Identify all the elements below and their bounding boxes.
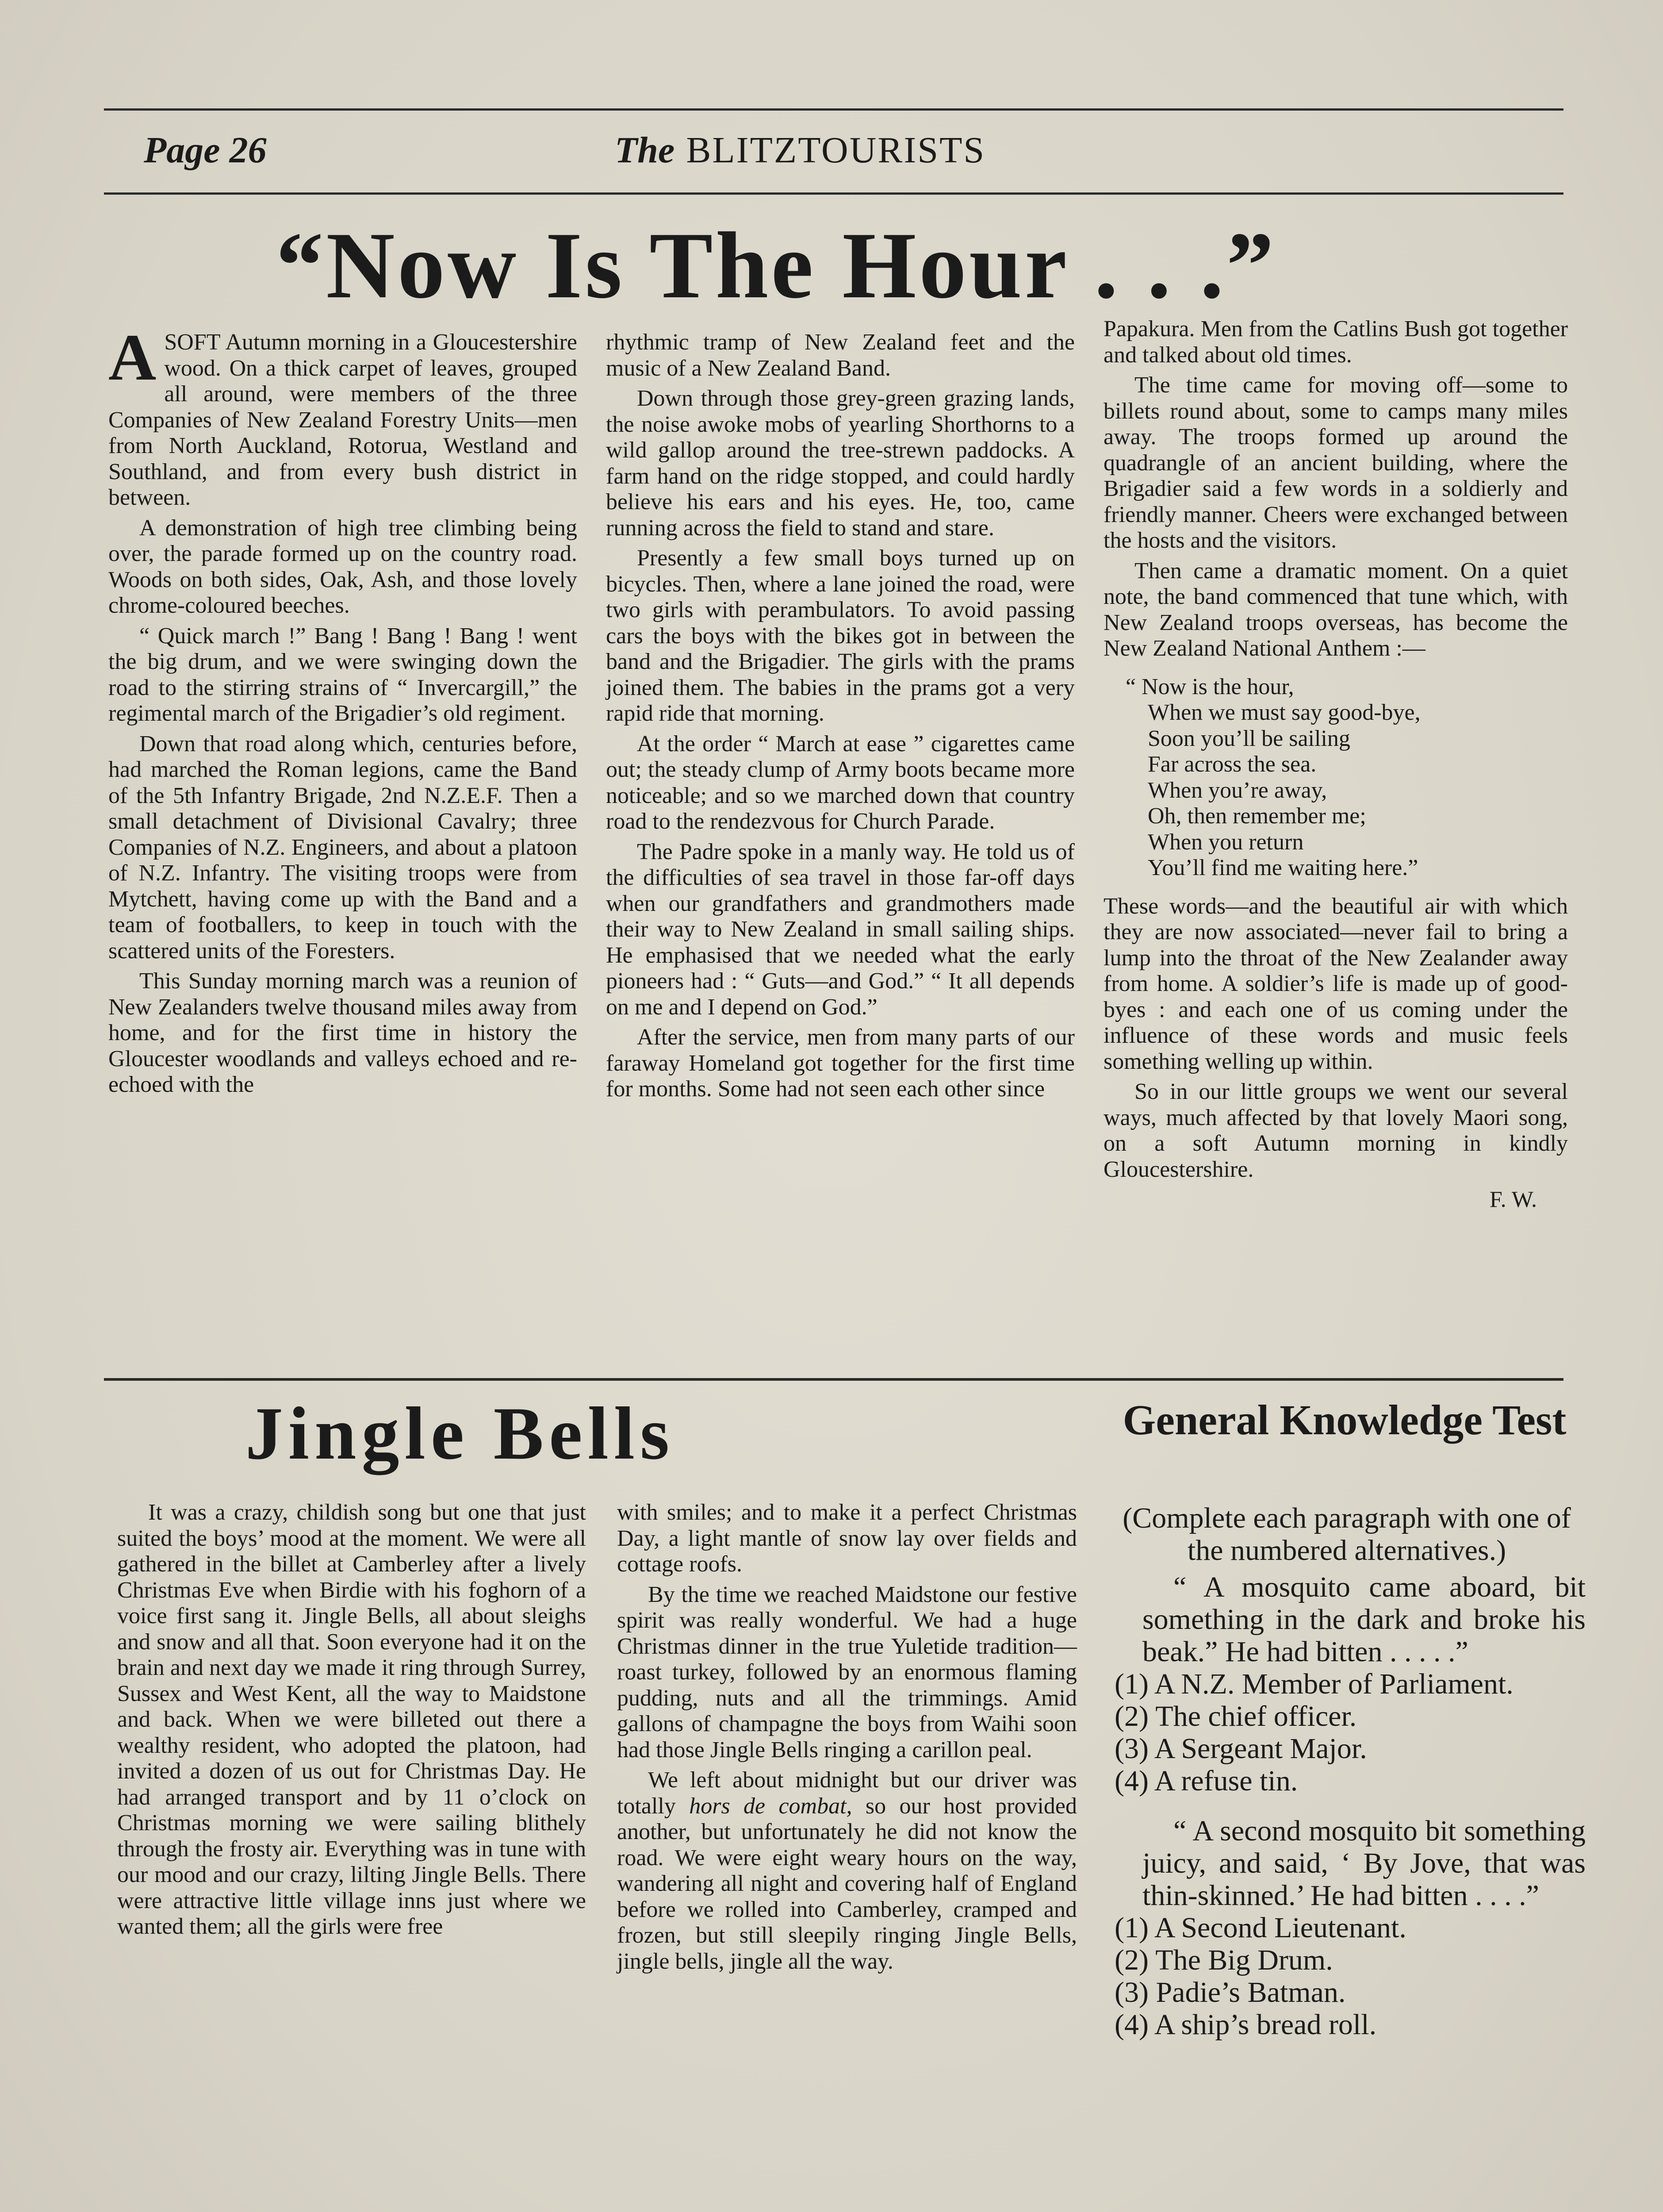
quiz-option: (1) A N.Z. Member of Parliament. bbox=[1115, 1668, 1514, 1700]
quiz-option: (4) A ship’s bread roll. bbox=[1115, 2008, 1377, 2041]
quiz-option: (2) The chief officer. bbox=[1115, 1700, 1357, 1732]
article1-paragraph: The Padre spoke in a manly way. He told us of the difficulties of sea travel in those far-off days when our grandfathers and grandmothers made their way to New Zealand in small sailing ships. He emphasised that we needed what the early pioneers had : “ Guts—and God.” “ It all depends on me and I depend on God.” bbox=[606, 839, 1075, 1020]
lyric-line: When you’re away, bbox=[1148, 777, 1327, 803]
page-number: Page 26 bbox=[144, 130, 267, 171]
article1-paragraph: The time came for moving off—some to billets round about, some to camps many miles away. The troops formed up around the quadrangle of an ancient building, where the Brigadier said a few words in a soldierly and friendly manner. Cheers were exchanged between the hosts and the visitors. bbox=[1104, 373, 1568, 553]
top-rule bbox=[104, 108, 1563, 111]
article1-paragraph bbox=[108, 321, 577, 511]
article1-paragraph: Down through those grey-green grazing lands, the noise awoke mobs of yearling Shorthorns to a wild gallop around the tree-strewn paddocks. A farm hand on the ridge stopped, and could hardly believe his ears and his eyes. He, too, came running across the field to stand and stare. bbox=[606, 386, 1075, 541]
quiz-option: (3) Padie’s Batman. bbox=[1115, 1976, 1346, 2008]
paragraph-text: SOFT Autumn morning in a Gloucestershire wood. On a thick carpet of leaves, grouped all around, were members of the three Companies of New Zealand Forestry Units—men from North Auckland, Rotorua, Westland and Southland, and from every bush district in between. bbox=[108, 330, 577, 510]
article1-column-1 bbox=[108, 321, 577, 1102]
article2-paragraph: It was a crazy, childish song but one that just suited the boys’ mood at the moment. We were all gathered in the billet at Camberley after a lively Christmas Eve when Birdie with his foghorn of a voice first sang it. Jingle Bells, all about sleighs and snow and all that. Soon everyone had it on the brain and next day we made it ring through Surrey, Sussex and West Kent, all the way to Maidstone and back. When we were billeted out there a wealthy resident, who adopted the platoon, had invited a dozen of us out for Christmas Day. He had arranged transport and by 11 o’clock on Christmas morning we were sailing blithely through the frosty air. Everything was in tune with our mood and our crazy, lilting Jingle Bells. There were attractive little village inns just where we wanted them; all the girls were free bbox=[117, 1500, 586, 1939]
lyric-line: “ Now is the hour, bbox=[1126, 674, 1294, 699]
lyric-line: You’ll find me waiting here.” bbox=[1148, 855, 1418, 880]
quiz-question: “ A second mosquito bit something juicy, and said, ‘ By Jove, that was thin-skinned.’ He had bitten . . . .” bbox=[1142, 1815, 1586, 1912]
article1-paragraph: Papakura. Men from the Catlins Bush got together and talked about old times. bbox=[1104, 316, 1568, 368]
article2-paragraph: with smiles; and to make it a perfect Christmas Day, a light mantle of snow lay over fields and cottage roofs. bbox=[617, 1500, 1077, 1577]
article2-title: Jingle Bells bbox=[245, 1392, 675, 1475]
article1-paragraph: This Sunday morning march was a reunion of New Zealanders twelve thousand miles away from home, and for the first time in history the Gloucester woodlands and valleys echoed and re-echoed with the bbox=[108, 968, 577, 1097]
quiz-body bbox=[1108, 1502, 1586, 2041]
article2-paragraph bbox=[617, 1767, 1077, 1974]
lyric-line: When we must say good-bye, bbox=[1148, 700, 1421, 725]
article1-paragraph: A demonstration of high tree climbing being over, the parade formed up on the country road. Woods on both sides, Oak, Ash, and those lovely chrome-coloured beeches. bbox=[108, 515, 577, 618]
article2-paragraph: By the time we reached Maidstone our festive spirit was really wonderful. We had a huge Christmas dinner in the true Yuletide tradition—roast turkey, followed by an enormous flaming pudding, nuts and all the trimmings. Amid gallons of champagne the boys from Waihi soon had those Jingle Bells ringing a carillon peal. bbox=[617, 1582, 1077, 1763]
article2-column-2 bbox=[617, 1500, 1077, 1979]
article1-column-3 bbox=[1104, 316, 1568, 1213]
article1-column-2 bbox=[606, 330, 1075, 1107]
article1-paragraph: Down that road along which, centuries before, had marched the Roman legions, came the Band of the 5th Infantry Brigade, 2nd N.Z.E.F. Then a small detachment of Divisional Cavalry; three Companies of N.Z. Engineers, and about a platoon of N.Z. Infantry. The visiting troops were from Mytchett, having come up with the Band and a team of footballers, to keep in touch with the scattered units of the Foresters. bbox=[108, 731, 577, 964]
quiz-option: (1) A Second Lieutenant. bbox=[1115, 1912, 1406, 1944]
drop-cap: A bbox=[108, 321, 157, 394]
quiz-title: General Knowledge Test bbox=[1123, 1396, 1567, 1444]
author-signature: F. W. bbox=[1489, 1187, 1537, 1212]
quiz-option: (3) A Sergeant Major. bbox=[1115, 1732, 1367, 1765]
paragraph-text: so our host provided another, but unfortunately he did not know the road. We were eight weary hours on the way, wandering all night and covering half of England before we rolled into Camberley, cramped and frozen, but still sleepily ringing Jingle Bells, jingle bells, jingle all the way. bbox=[617, 1793, 1077, 1974]
lyric-line: When you return bbox=[1148, 829, 1304, 855]
article1-paragraph: At the order “ March at ease ” cigarettes came out; the steady clump of Army boots became more noticeable; and so we marched down that country road to the rendezvous for Church Parade. bbox=[606, 731, 1075, 834]
lyric-line: Far across the sea. bbox=[1148, 752, 1317, 777]
paragraph-text: We left about midnight but our driver was totally bbox=[617, 1767, 1077, 1819]
article1-paragraph: So in our little groups we went our several ways, much affected by that lovely Maori song, on a soft Autumn morning in kindly Gloucestershire. bbox=[1104, 1079, 1568, 1182]
quiz-options bbox=[1108, 1912, 1586, 2041]
article1-paragraph: These words—and the beautiful air with which they are now associated—never fail to bring a lump into the throat of the New Zealander away from home. A soldier’s life is made up of good-byes : and each one of us coming under the influence of these words and music feels something welling up within. bbox=[1104, 893, 1568, 1074]
section-divider bbox=[104, 1378, 1563, 1381]
quiz-options bbox=[1108, 1668, 1586, 1797]
quiz-question: “ A mosquito came aboard, bit something in the dark and broke his beak.” He had bitten . . . . .” bbox=[1142, 1571, 1586, 1668]
lyric-line: Oh, then remember me; bbox=[1148, 803, 1366, 829]
article1-paragraph: Presently a few small boys turned up on bicycles. Then, where a lane joined the road, were two girls with perambulators. To avoid passing cars the boys with the bikes got in between the band and the Brigadier. The girls with the prams joined them. The babies in the prams got a very rapid ride that morning. bbox=[606, 545, 1075, 726]
masthead-title: BLITZTOURISTS bbox=[686, 130, 986, 171]
song-lyrics bbox=[1126, 674, 1568, 881]
italic-phrase: hors de combat, bbox=[689, 1793, 852, 1819]
quiz-option: (4) A refuse tin. bbox=[1115, 1765, 1298, 1797]
article1-paragraph: “ Quick march !” Bang ! Bang ! Bang ! went the big drum, and we were swinging down the road to the stirring strains of “ Invercargill,” the regimental march of the Brigadier’s old regiment. bbox=[108, 623, 577, 726]
article1-paragraph: After the service, men from many parts of our faraway Homeland got together for the first time for months. Some had not seen each other since bbox=[606, 1025, 1075, 1102]
masthead-the: The bbox=[615, 130, 675, 171]
quiz-instructions: (Complete each paragraph with one of the numbered alternatives.) bbox=[1123, 1502, 1571, 1567]
article1-paragraph: rhythmic tramp of New Zealand feet and the music of a New Zealand Band. bbox=[606, 330, 1075, 381]
article-headline: “Now Is The Hour . . .” bbox=[276, 212, 1277, 318]
article1-paragraph: Then came a dramatic moment. On a quiet note, the band commenced that tune which, with New Zealand troops overseas, has become the New Zealand National Anthem :— bbox=[1104, 558, 1568, 661]
header-rule bbox=[104, 192, 1563, 195]
masthead bbox=[615, 128, 985, 173]
lyric-line: Soon you’ll be sailing bbox=[1148, 726, 1350, 751]
article2-column-1 bbox=[117, 1500, 586, 1944]
quiz-option: (2) The Big Drum. bbox=[1115, 1944, 1333, 1976]
